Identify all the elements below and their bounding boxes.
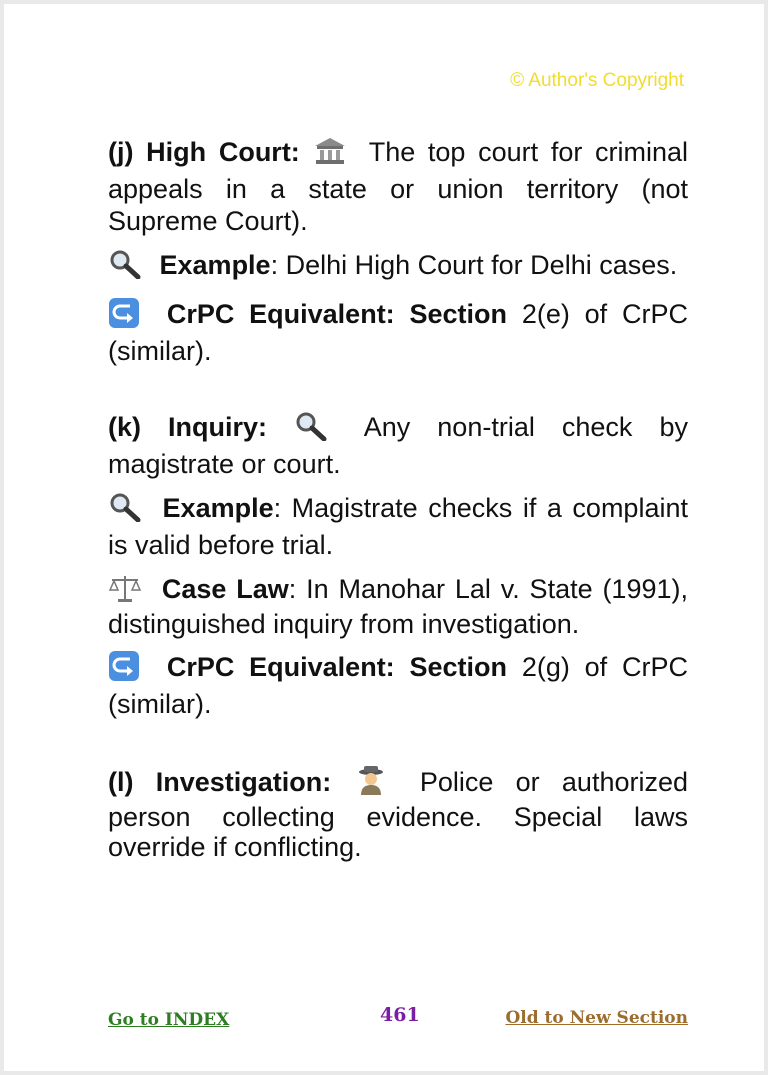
term-inquiry: (k) Inquiry: (108, 412, 268, 442)
investigation-text: Police or authorized person collecting evidence. Special laws override if conflicting. (108, 767, 688, 862)
term-high-court: (j) High Court: (108, 137, 300, 167)
crpc-label: CrPC Equivalent: Section (166, 299, 508, 329)
high-court-example (108, 249, 688, 286)
crpc-text: 2(e) of CrPC (similar). (108, 299, 688, 366)
crpc-label: CrPC Equivalent: Section (166, 652, 508, 682)
example-label: Example (159, 250, 271, 280)
magnifying-glass-icon (108, 492, 142, 529)
magnifying-glass-icon (108, 249, 142, 286)
example-label: Example (162, 493, 274, 523)
inquiry-text: Any non-trial check by magistrate or court. (108, 412, 688, 479)
high-court-crpc (108, 298, 688, 367)
magnifying-glass-icon (294, 411, 328, 448)
case-law-label: Case Law (161, 574, 289, 604)
page-footer (108, 1004, 688, 1036)
return-arrow-icon (108, 298, 142, 335)
old-to-new-section-link[interactable]: Old to New Section (505, 1008, 688, 1028)
document-page (4, 4, 764, 1071)
inquiry-example (108, 492, 688, 561)
balance-scale-icon (108, 573, 142, 609)
return-arrow-icon (108, 651, 142, 688)
crpc-text: 2(g) of CrPC (similar). (108, 652, 688, 719)
page-number: 461 (380, 1004, 420, 1026)
inquiry-definition (108, 411, 688, 480)
term-investigation: (l) Investigation: (108, 767, 332, 797)
high-court-definition (108, 136, 688, 237)
inquiry-crpc (108, 651, 688, 720)
case-law-text: : In Manohar Lal v. State (1991), distinguished inquiry from investigation. (108, 574, 688, 639)
copyright-notice: © Author's Copyright (510, 70, 684, 91)
detective-icon (354, 764, 388, 802)
example-text: : Delhi High Court for Delhi cases. (270, 250, 678, 280)
inquiry-case-law (108, 573, 688, 639)
page-content (108, 136, 688, 862)
investigation-definition (108, 764, 688, 862)
classical-building-icon (313, 136, 347, 173)
go-to-index-link[interactable]: Go to INDEX (108, 1010, 230, 1030)
high-court-text: The top court for criminal appeals in a state or union territory (not Supreme Court). (108, 137, 689, 236)
example-text: : Magistrate checks if a complaint is valid before trial. (108, 493, 688, 560)
